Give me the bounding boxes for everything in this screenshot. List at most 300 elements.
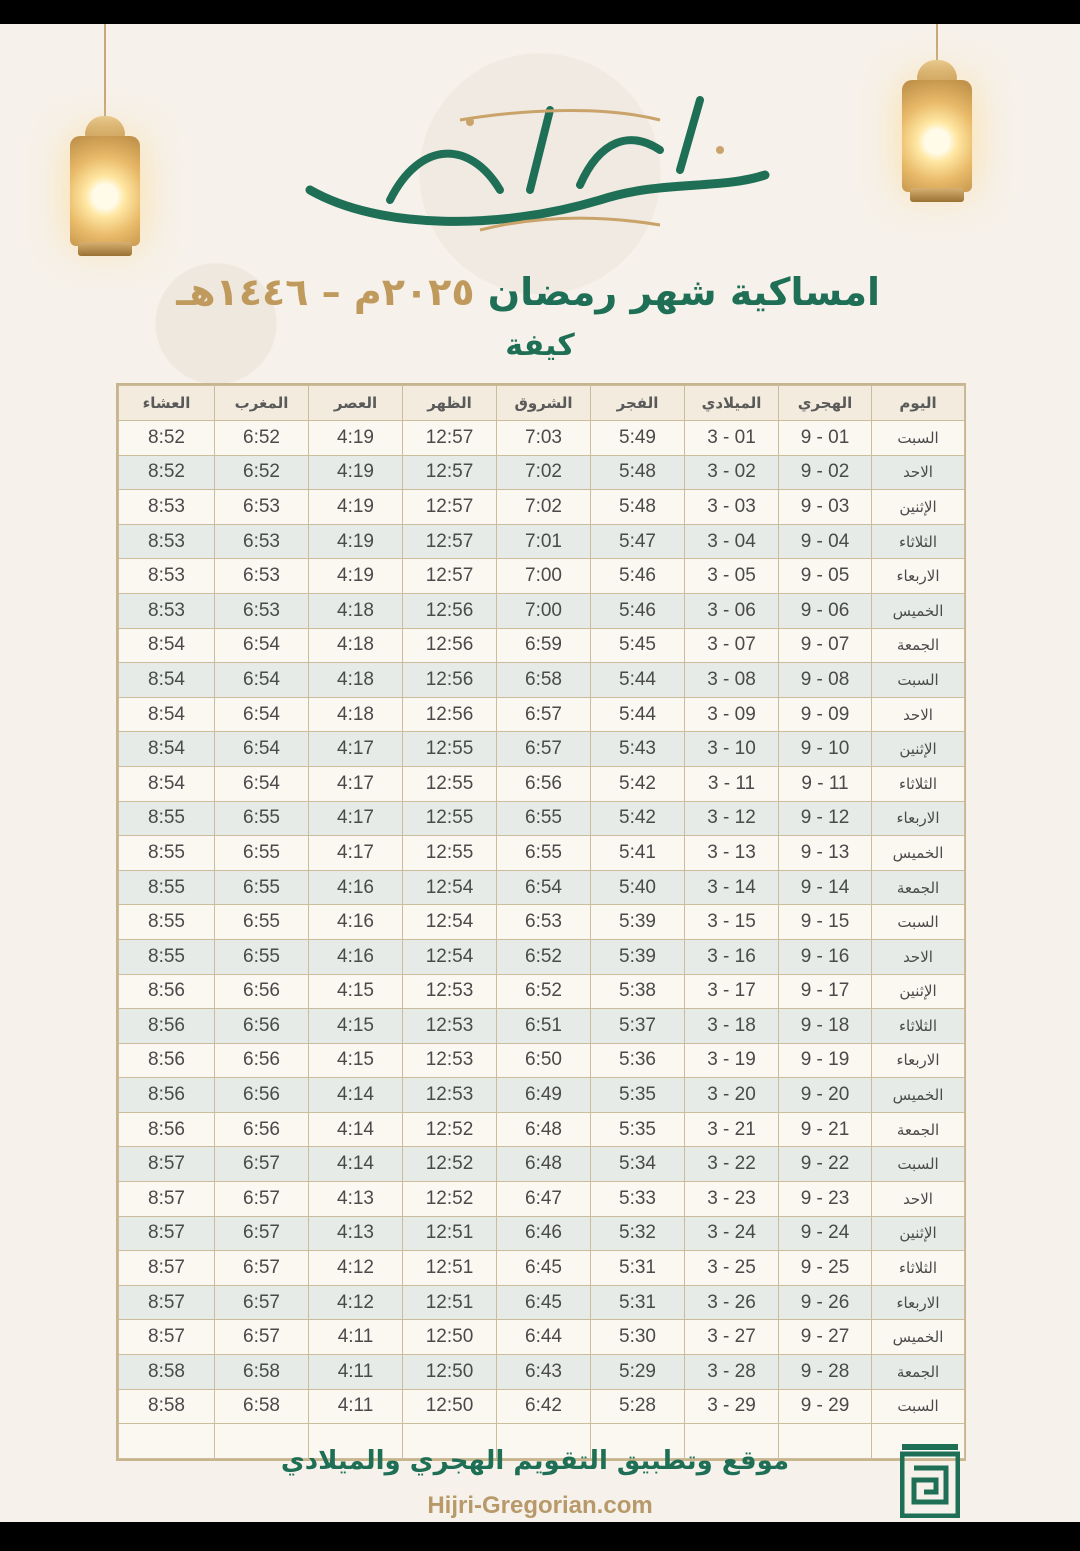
cell-maghrib: 6:56 <box>215 1009 309 1044</box>
cell-maghrib: 6:55 <box>215 801 309 836</box>
col-header-asr: العصر <box>309 386 403 421</box>
cell-maghrib: 6:54 <box>215 732 309 767</box>
cell-hijri: 9 - 12 <box>779 801 872 836</box>
cell-isha: 8:56 <box>119 974 215 1009</box>
title-main: امساكية شهر رمضان <box>487 270 880 314</box>
cell-asr: 4:18 <box>309 697 403 732</box>
cell-shuruq: 6:44 <box>497 1320 591 1355</box>
cell-fajr: 5:44 <box>591 663 685 698</box>
cell-gregorian: 3 - 14 <box>685 870 779 905</box>
col-header-dhuhr: الظهر <box>403 386 497 421</box>
table-row <box>119 1285 965 1320</box>
cell-day: الاحد <box>872 939 965 974</box>
cell-shuruq: 6:57 <box>497 732 591 767</box>
cell-isha: 8:56 <box>119 1043 215 1078</box>
cell-gregorian: 3 - 13 <box>685 836 779 871</box>
cell-fajr: 5:38 <box>591 974 685 1009</box>
cell-day: الاحد <box>872 455 965 490</box>
table-row <box>119 455 965 490</box>
cell-gregorian: 3 - 21 <box>685 1112 779 1147</box>
cell-hijri: 9 - 08 <box>779 663 872 698</box>
cell-gregorian: 3 - 10 <box>685 732 779 767</box>
cell-hijri: 9 - 29 <box>779 1389 872 1424</box>
calligraphy-text: رمضان كريم <box>532 175 538 176</box>
cell-dhuhr: 12:55 <box>403 766 497 801</box>
cell-asr: 4:13 <box>309 1216 403 1251</box>
cell-dhuhr: 12:54 <box>403 870 497 905</box>
cell-shuruq: 6:47 <box>497 1182 591 1217</box>
cell-maghrib: 6:53 <box>215 593 309 628</box>
title-separator: – <box>321 270 341 314</box>
cell-maghrib: 6:57 <box>215 1147 309 1182</box>
cell-maghrib: 6:54 <box>215 766 309 801</box>
cell-gregorian: 3 - 15 <box>685 905 779 940</box>
calendar-logo-icon <box>900 1444 960 1518</box>
cell-day: الاحد <box>872 1182 965 1217</box>
city-name: كيفة <box>505 328 575 363</box>
cell-asr: 4:19 <box>309 524 403 559</box>
cell-gregorian: 3 - 07 <box>685 628 779 663</box>
cell-maghrib: 6:56 <box>215 974 309 1009</box>
cell-fajr: 5:35 <box>591 1112 685 1147</box>
cell-asr: 4:19 <box>309 559 403 594</box>
cell-gregorian: 3 - 16 <box>685 939 779 974</box>
cell-dhuhr: 12:52 <box>403 1112 497 1147</box>
cell-dhuhr: 12:51 <box>403 1251 497 1286</box>
cell-isha: 8:55 <box>119 870 215 905</box>
cell-isha: 8:56 <box>119 1112 215 1147</box>
cell-maghrib: 6:56 <box>215 1078 309 1113</box>
prayer-times-table <box>116 383 966 1461</box>
cell-shuruq: 6:58 <box>497 663 591 698</box>
cell-isha: 8:54 <box>119 628 215 663</box>
cell-isha: 8:52 <box>119 455 215 490</box>
cell-dhuhr: 12:53 <box>403 1043 497 1078</box>
cell-isha: 8:57 <box>119 1147 215 1182</box>
table-row <box>119 1043 965 1078</box>
cell-maghrib: 6:57 <box>215 1320 309 1355</box>
col-header-isha: العشاء <box>119 386 215 421</box>
cell-asr: 4:15 <box>309 974 403 1009</box>
cell-isha: 8:55 <box>119 801 215 836</box>
table-row <box>119 939 965 974</box>
cell-asr: 4:17 <box>309 766 403 801</box>
cell-dhuhr: 12:57 <box>403 455 497 490</box>
cell-day: الجمعة <box>872 1355 965 1390</box>
cell-isha: 8:57 <box>119 1216 215 1251</box>
cell-maghrib: 6:57 <box>215 1285 309 1320</box>
cell-shuruq: 7:00 <box>497 559 591 594</box>
cell-hijri: 9 - 19 <box>779 1043 872 1078</box>
cell-maghrib: 6:53 <box>215 490 309 525</box>
title-year-hijri: ١٤٤٦هـ <box>176 270 309 314</box>
cell-dhuhr: 12:57 <box>403 559 497 594</box>
cell-hijri: 9 - 04 <box>779 524 872 559</box>
cell-isha: 8:55 <box>119 905 215 940</box>
cell-isha: 8:53 <box>119 490 215 525</box>
cell-isha: 8:57 <box>119 1320 215 1355</box>
cell-isha: 8:54 <box>119 697 215 732</box>
cell-shuruq: 7:03 <box>497 421 591 456</box>
cell-maghrib: 6:54 <box>215 697 309 732</box>
cell-day: السبت <box>872 663 965 698</box>
cell-asr: 4:11 <box>309 1389 403 1424</box>
cell-gregorian: 3 - 23 <box>685 1182 779 1217</box>
cell-asr: 4:11 <box>309 1355 403 1390</box>
cell-hijri: 9 - 10 <box>779 732 872 767</box>
cell-fajr: 5:45 <box>591 628 685 663</box>
cell-asr: 4:17 <box>309 836 403 871</box>
cell-maghrib: 6:52 <box>215 455 309 490</box>
cell-day: الإثنين <box>872 1216 965 1251</box>
cell-hijri: 9 - 13 <box>779 836 872 871</box>
cell-asr: 4:12 <box>309 1251 403 1286</box>
table-row <box>119 1389 965 1424</box>
cell-shuruq: 6:52 <box>497 939 591 974</box>
cell-asr: 4:16 <box>309 905 403 940</box>
cell-shuruq: 6:59 <box>497 628 591 663</box>
cell-day: الجمعة <box>872 870 965 905</box>
cell-fajr: 5:42 <box>591 766 685 801</box>
cell-fajr: 5:47 <box>591 524 685 559</box>
cell-fajr: 5:48 <box>591 490 685 525</box>
cell-dhuhr: 12:53 <box>403 974 497 1009</box>
table-row <box>119 766 965 801</box>
cell-asr: 4:19 <box>309 421 403 456</box>
cell-hijri: 9 - 07 <box>779 628 872 663</box>
cell-dhuhr: 12:56 <box>403 697 497 732</box>
cell-shuruq: 6:45 <box>497 1285 591 1320</box>
cell-maghrib: 6:58 <box>215 1355 309 1390</box>
cell-maghrib: 6:56 <box>215 1112 309 1147</box>
cell-maghrib: 6:53 <box>215 559 309 594</box>
col-header-shuruq: الشروق <box>497 386 591 421</box>
cell-day: الاربعاء <box>872 1043 965 1078</box>
cell-hijri: 9 - 22 <box>779 1147 872 1182</box>
cell-gregorian: 3 - 26 <box>685 1285 779 1320</box>
cell-dhuhr: 12:50 <box>403 1389 497 1424</box>
table-row <box>119 559 965 594</box>
cell-isha: 8:57 <box>119 1285 215 1320</box>
cell-hijri: 9 - 21 <box>779 1112 872 1147</box>
cell-dhuhr: 12:57 <box>403 421 497 456</box>
cell-maghrib: 6:57 <box>215 1182 309 1217</box>
cell-fajr: 5:36 <box>591 1043 685 1078</box>
cell-day: الاربعاء <box>872 559 965 594</box>
cell-dhuhr: 12:50 <box>403 1355 497 1390</box>
cell-hijri: 9 - 28 <box>779 1355 872 1390</box>
col-header-gregorian: الميلادي <box>685 386 779 421</box>
cell-isha: 8:56 <box>119 1009 215 1044</box>
cell-dhuhr: 12:56 <box>403 663 497 698</box>
cell-isha: 8:58 <box>119 1389 215 1424</box>
cell-isha: 8:57 <box>119 1182 215 1217</box>
cell-gregorian: 3 - 28 <box>685 1355 779 1390</box>
cell-hijri: 9 - 23 <box>779 1182 872 1217</box>
table-row <box>119 593 965 628</box>
cell-asr: 4:11 <box>309 1320 403 1355</box>
cell-shuruq: 7:00 <box>497 593 591 628</box>
cell-gregorian: 3 - 09 <box>685 697 779 732</box>
cell-fajr: 5:39 <box>591 905 685 940</box>
cell-gregorian: 3 - 06 <box>685 593 779 628</box>
cell-shuruq: 6:51 <box>497 1009 591 1044</box>
cell-fajr: 5:28 <box>591 1389 685 1424</box>
cell-isha: 8:52 <box>119 421 215 456</box>
cell-day: الثلاثاء <box>872 524 965 559</box>
cell-gregorian: 3 - 02 <box>685 455 779 490</box>
cell-dhuhr: 12:50 <box>403 1320 497 1355</box>
cell-isha: 8:58 <box>119 1355 215 1390</box>
cell-asr: 4:16 <box>309 939 403 974</box>
cell-fajr: 5:29 <box>591 1355 685 1390</box>
footer-url[interactable]: Hijri-Gregorian.com <box>427 1492 653 1519</box>
cell-gregorian: 3 - 05 <box>685 559 779 594</box>
ramadan-kareem-calligraphy <box>300 80 770 240</box>
cell-asr: 4:19 <box>309 455 403 490</box>
lantern-right-icon <box>902 24 972 204</box>
cell-hijri: 9 - 17 <box>779 974 872 1009</box>
cell-maghrib: 6:53 <box>215 524 309 559</box>
cell-gregorian: 3 - 17 <box>685 974 779 1009</box>
cell-hijri: 9 - 11 <box>779 766 872 801</box>
cell-asr: 4:14 <box>309 1078 403 1113</box>
cell-shuruq: 6:42 <box>497 1389 591 1424</box>
table-row <box>119 1216 965 1251</box>
cell-dhuhr: 12:51 <box>403 1285 497 1320</box>
cell-shuruq: 6:55 <box>497 801 591 836</box>
cell-shuruq: 6:56 <box>497 766 591 801</box>
cell-shuruq: 6:46 <box>497 1216 591 1251</box>
cell-fajr: 5:46 <box>591 559 685 594</box>
cell-day: السبت <box>872 1147 965 1182</box>
cell-dhuhr: 12:56 <box>403 628 497 663</box>
cell-day: الثلاثاء <box>872 766 965 801</box>
cell-day: الإثنين <box>872 490 965 525</box>
cell-gregorian: 3 - 27 <box>685 1320 779 1355</box>
cell-dhuhr: 12:55 <box>403 732 497 767</box>
cell-dhuhr: 12:55 <box>403 836 497 871</box>
cell-asr: 4:17 <box>309 801 403 836</box>
cell-fajr: 5:41 <box>591 836 685 871</box>
cell-asr: 4:15 <box>309 1009 403 1044</box>
cell-dhuhr: 12:52 <box>403 1147 497 1182</box>
cell-asr: 4:16 <box>309 870 403 905</box>
cell-day: الإثنين <box>872 732 965 767</box>
cell-gregorian: 3 - 19 <box>685 1043 779 1078</box>
cell-hijri: 9 - 16 <box>779 939 872 974</box>
cell-shuruq: 6:55 <box>497 836 591 871</box>
title-year-greg: ٢٠٢٥م <box>353 270 475 314</box>
table-row <box>119 421 965 456</box>
cell-day: الثلاثاء <box>872 1251 965 1286</box>
cell-shuruq: 7:01 <box>497 524 591 559</box>
cell-maghrib: 6:52 <box>215 421 309 456</box>
cell-shuruq: 6:43 <box>497 1355 591 1390</box>
cell-shuruq: 6:45 <box>497 1251 591 1286</box>
col-header-day: اليوم <box>872 386 965 421</box>
table-row <box>119 490 965 525</box>
footer-text: موقع وتطبيق التقويم الهجري والميلادي <box>280 1446 790 1476</box>
cell-hijri: 9 - 01 <box>779 421 872 456</box>
cell-day: الخميس <box>872 836 965 871</box>
cell-shuruq: 6:48 <box>497 1112 591 1147</box>
table-row <box>119 1320 965 1355</box>
cell-asr: 4:18 <box>309 628 403 663</box>
cell-gregorian: 3 - 12 <box>685 801 779 836</box>
cell-hijri: 9 - 27 <box>779 1320 872 1355</box>
table-row <box>119 836 965 871</box>
cell-dhuhr: 12:54 <box>403 905 497 940</box>
table-row <box>119 1009 965 1044</box>
cell-isha: 8:57 <box>119 1251 215 1286</box>
cell-hijri: 9 - 14 <box>779 870 872 905</box>
table-row <box>119 1078 965 1113</box>
cell-hijri: 9 - 05 <box>779 559 872 594</box>
cell-gregorian: 3 - 20 <box>685 1078 779 1113</box>
cell-gregorian: 3 - 18 <box>685 1009 779 1044</box>
cell-maghrib: 6:55 <box>215 939 309 974</box>
cell-day: الخميس <box>872 593 965 628</box>
cell-hijri: 9 - 06 <box>779 593 872 628</box>
cell-fajr: 5:31 <box>591 1285 685 1320</box>
cell-fajr: 5:40 <box>591 870 685 905</box>
cell-asr: 4:14 <box>309 1147 403 1182</box>
cell-fajr: 5:34 <box>591 1147 685 1182</box>
cell-asr: 4:15 <box>309 1043 403 1078</box>
cell-day: الاربعاء <box>872 801 965 836</box>
cell-isha: 8:56 <box>119 1078 215 1113</box>
cell-gregorian: 3 - 03 <box>685 490 779 525</box>
cell-hijri: 9 - 03 <box>779 490 872 525</box>
cell-isha: 8:54 <box>119 732 215 767</box>
cell-maghrib: 6:54 <box>215 663 309 698</box>
table-row <box>119 1251 965 1286</box>
cell-isha: 8:54 <box>119 766 215 801</box>
table-body <box>119 421 965 1459</box>
cell-day: الثلاثاء <box>872 1009 965 1044</box>
cell-fajr: 5:33 <box>591 1182 685 1217</box>
cell-isha: 8:53 <box>119 559 215 594</box>
cell-hijri: 9 - 18 <box>779 1009 872 1044</box>
cell-shuruq: 6:53 <box>497 905 591 940</box>
cell-shuruq: 6:49 <box>497 1078 591 1113</box>
table-row <box>119 1182 965 1217</box>
cell-isha: 8:55 <box>119 939 215 974</box>
col-header-maghrib: المغرب <box>215 386 309 421</box>
table-row <box>119 524 965 559</box>
cell-maghrib: 6:58 <box>215 1389 309 1424</box>
cell-shuruq: 6:54 <box>497 870 591 905</box>
cell-fajr: 5:48 <box>591 455 685 490</box>
cell-shuruq: 6:52 <box>497 974 591 1009</box>
cell-asr: 4:12 <box>309 1285 403 1320</box>
cell-day: السبت <box>872 905 965 940</box>
cell-dhuhr: 12:56 <box>403 593 497 628</box>
cell-gregorian: 3 - 08 <box>685 663 779 698</box>
cell-day: الجمعة <box>872 628 965 663</box>
cell-gregorian: 3 - 01 <box>685 421 779 456</box>
cell-day: الخميس <box>872 1320 965 1355</box>
cell-isha: 8:53 <box>119 593 215 628</box>
table-row <box>119 663 965 698</box>
cell-day: السبت <box>872 1389 965 1424</box>
cell-dhuhr: 12:55 <box>403 801 497 836</box>
cell-asr: 4:18 <box>309 593 403 628</box>
cell-dhuhr: 12:53 <box>403 1009 497 1044</box>
table-row <box>119 905 965 940</box>
cell-shuruq: 6:50 <box>497 1043 591 1078</box>
cell-maghrib: 6:56 <box>215 1043 309 1078</box>
cell-fajr: 5:49 <box>591 421 685 456</box>
cell-dhuhr: 12:51 <box>403 1216 497 1251</box>
cell-dhuhr: 12:53 <box>403 1078 497 1113</box>
cell-shuruq: 7:02 <box>497 455 591 490</box>
cell-dhuhr: 12:52 <box>403 1182 497 1217</box>
cell-maghrib: 6:55 <box>215 836 309 871</box>
table-row <box>119 870 965 905</box>
cell-asr: 4:18 <box>309 663 403 698</box>
table-row <box>119 1147 965 1182</box>
cell-asr: 4:14 <box>309 1112 403 1147</box>
table-row <box>119 697 965 732</box>
cell-day: الاربعاء <box>872 1285 965 1320</box>
cell-gregorian: 3 - 29 <box>685 1389 779 1424</box>
cell-gregorian: 3 - 24 <box>685 1216 779 1251</box>
imsakiya-page <box>0 24 1080 1522</box>
cell-gregorian: 3 - 25 <box>685 1251 779 1286</box>
cell-asr: 4:19 <box>309 490 403 525</box>
table-row <box>119 1355 965 1390</box>
cell-dhuhr: 12:54 <box>403 939 497 974</box>
table-row <box>119 732 965 767</box>
table-row <box>119 628 965 663</box>
cell-isha: 8:55 <box>119 836 215 871</box>
cell-hijri: 9 - 15 <box>779 905 872 940</box>
cell-maghrib: 6:57 <box>215 1251 309 1286</box>
cell-fajr: 5:42 <box>591 801 685 836</box>
cell-hijri: 9 - 26 <box>779 1285 872 1320</box>
cell-maghrib: 6:54 <box>215 628 309 663</box>
cell-fajr: 5:31 <box>591 1251 685 1286</box>
table-row <box>119 1112 965 1147</box>
cell-day: الجمعة <box>872 1112 965 1147</box>
col-header-fajr: الفجر <box>591 386 685 421</box>
cell-fajr: 5:37 <box>591 1009 685 1044</box>
table-row <box>119 801 965 836</box>
col-header-hijri: الهجري <box>779 386 872 421</box>
cell-shuruq: 6:48 <box>497 1147 591 1182</box>
cell-gregorian: 3 - 04 <box>685 524 779 559</box>
cell-maghrib: 6:55 <box>215 870 309 905</box>
cell-fajr: 5:30 <box>591 1320 685 1355</box>
cell-shuruq: 7:02 <box>497 490 591 525</box>
cell-asr: 4:17 <box>309 732 403 767</box>
cell-gregorian: 3 - 22 <box>685 1147 779 1182</box>
lantern-left-icon <box>70 24 140 264</box>
cell-shuruq: 6:57 <box>497 697 591 732</box>
page-title <box>176 270 880 330</box>
cell-day: الخميس <box>872 1078 965 1113</box>
cell-hijri: 9 - 02 <box>779 455 872 490</box>
table-row <box>119 974 965 1009</box>
cell-fajr: 5:46 <box>591 593 685 628</box>
cell-hijri: 9 - 24 <box>779 1216 872 1251</box>
cell-hijri: 9 - 20 <box>779 1078 872 1113</box>
cell-gregorian: 3 - 11 <box>685 766 779 801</box>
cell-isha: 8:54 <box>119 663 215 698</box>
cell-day: الإثنين <box>872 974 965 1009</box>
